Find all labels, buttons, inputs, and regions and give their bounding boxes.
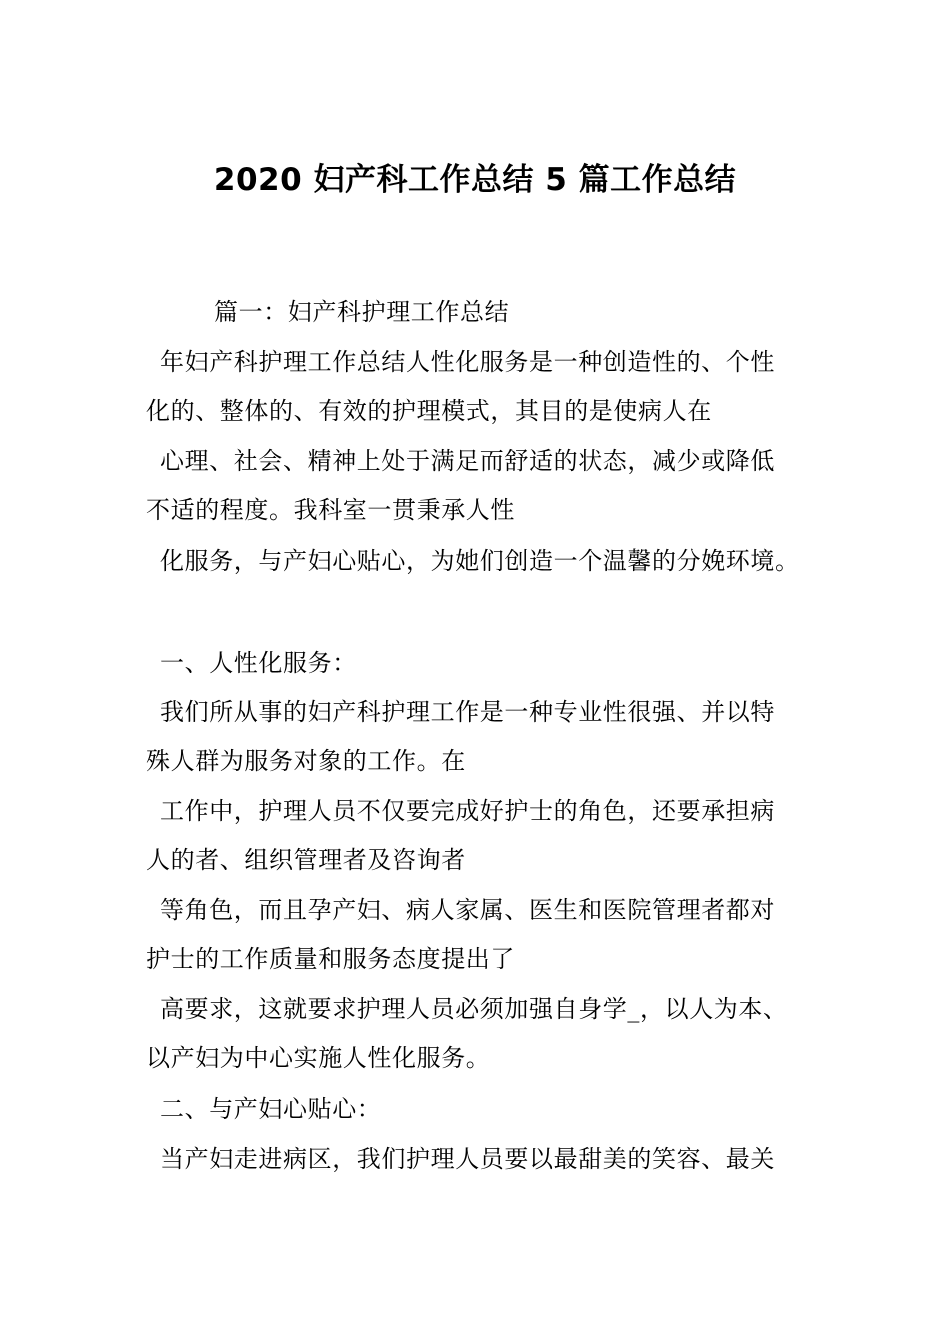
section-heading-humanized-service: 一、人性化服务： xyxy=(160,649,357,677)
paragraph-line: 护士的工作质量和服务态度提出了 xyxy=(146,945,515,973)
paragraph-line: 工作中，护理人员不仅要完成好护士的角色，还要承担病 xyxy=(160,797,775,825)
paragraph-line: 化服务，与产妇心贴心，为她们创造一个温馨的分娩环境。 xyxy=(160,547,800,575)
section-heading-article-one: 篇一：妇产科护理工作总结 xyxy=(214,298,510,326)
section-heading-close-to-mothers: 二、与产妇心贴心： xyxy=(160,1095,382,1123)
paragraph-line: 年妇产科护理工作总结人性化服务是一种创造性的、个性 xyxy=(160,348,775,376)
paragraph-line: 高要求，这就要求护理人员必须加强自身学_，以人为本、 xyxy=(160,995,788,1023)
paragraph-line: 不适的程度。我科室一贯秉承人性 xyxy=(146,496,515,524)
paragraph-line: 人的者、组织管理者及咨询者 xyxy=(146,846,466,874)
paragraph-line: 我们所从事的妇产科护理工作是一种专业性很强、并以特 xyxy=(160,698,775,726)
paragraph-line: 等角色，而且孕产妇、病人家属、医生和医院管理者都对 xyxy=(160,896,775,924)
paragraph-line: 心理、社会、精神上处于满足而舒适的状态，减少或降低 xyxy=(160,447,775,475)
paragraph-line: 当产妇走进病区，我们护理人员要以最甜美的笑容、最关 xyxy=(160,1145,775,1173)
paragraph-line: 以产妇为中心实施人性化服务。 xyxy=(146,1044,491,1072)
paragraph-line: 殊人群为服务对象的工作。在 xyxy=(146,747,466,775)
paragraph-line: 化的、整体的、有效的护理模式，其目的是使病人在 xyxy=(146,397,712,425)
document-title: 2020 妇产科工作总结 5 篇工作总结 xyxy=(213,162,737,198)
